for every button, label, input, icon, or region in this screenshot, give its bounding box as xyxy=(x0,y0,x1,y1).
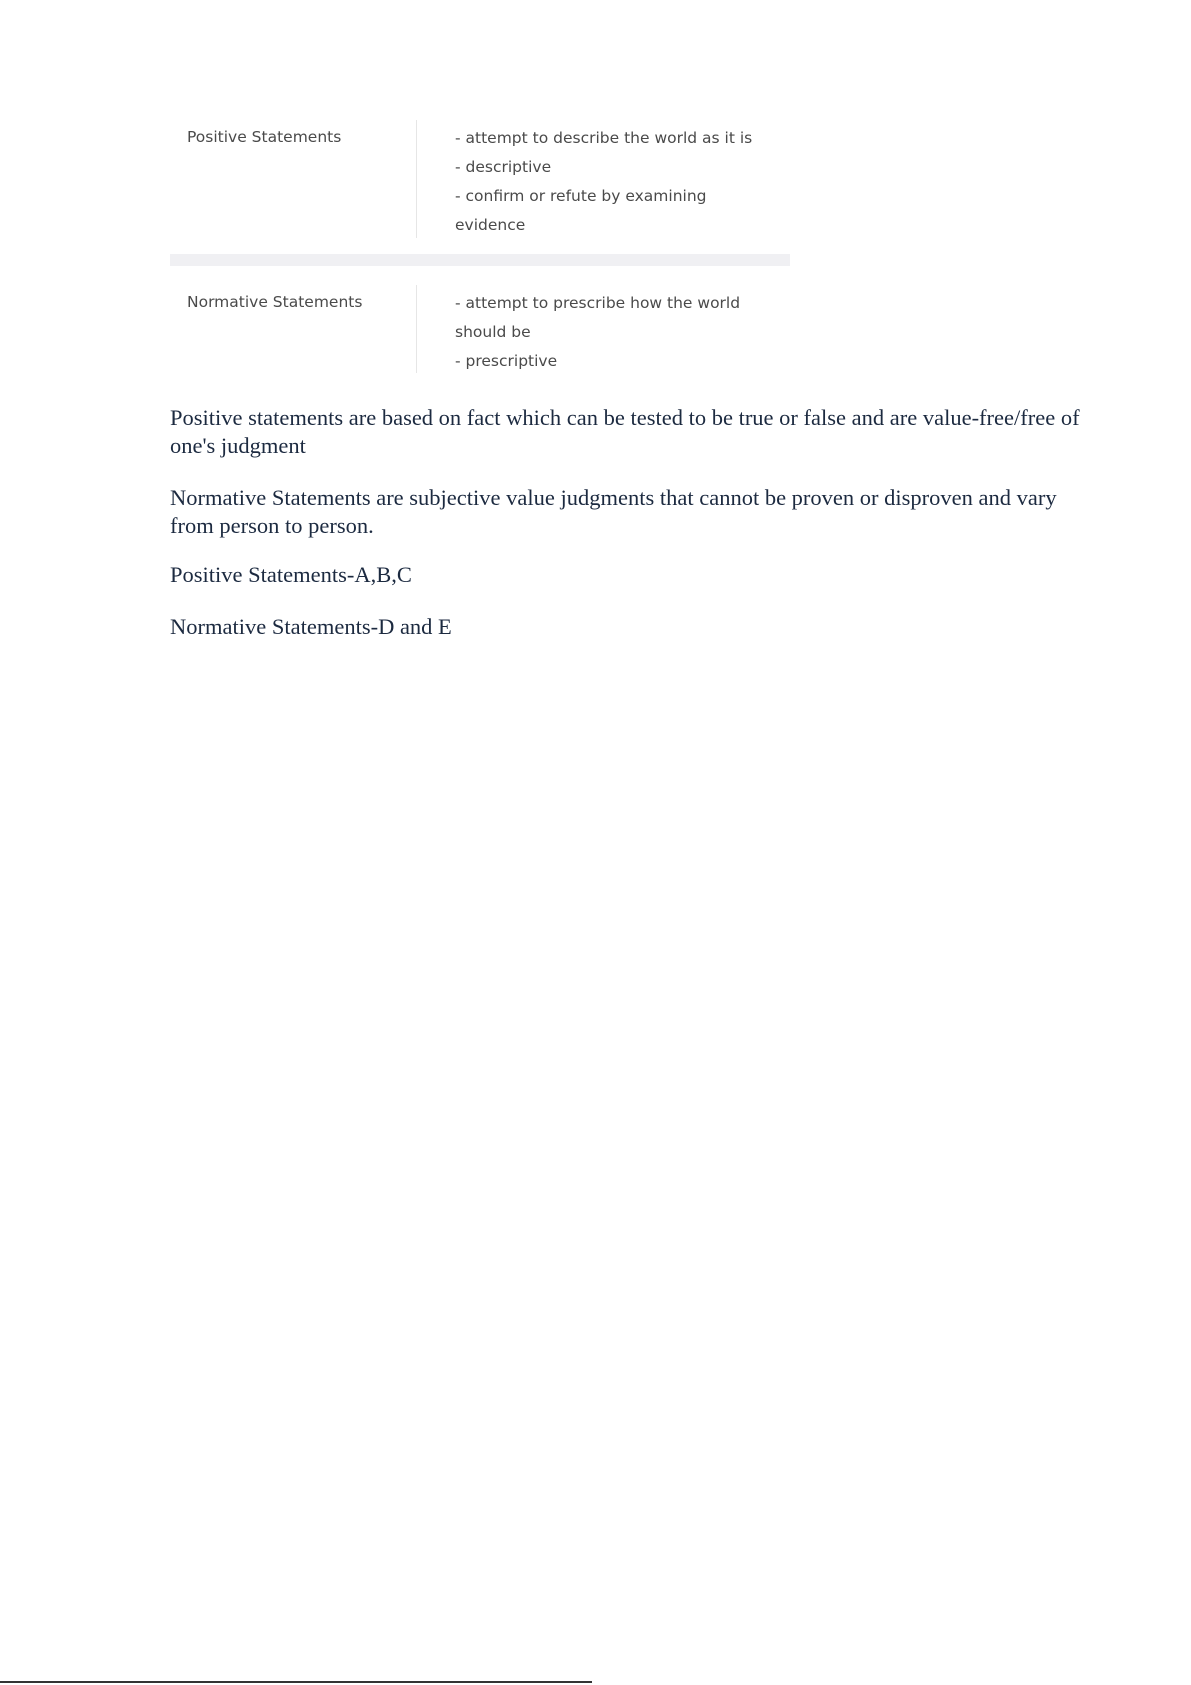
normative-explanation-paragraph: Normative Statements are subjective value judgments that cannot be proven or disproven and vary from person to person. xyxy=(170,485,1057,538)
normative-answer-line: Normative Statements-D and E xyxy=(170,614,452,639)
definition-line: - confirm or refute by examining xyxy=(455,187,707,205)
definition-line: evidence xyxy=(455,216,526,234)
definition-line: - prescriptive xyxy=(455,352,558,370)
normative-definitions xyxy=(455,289,775,376)
definition-line: - attempt to describe the world as it is xyxy=(455,129,753,147)
definition-line: should be xyxy=(455,323,531,341)
row-divider xyxy=(416,285,417,373)
positive-answer-line: Positive Statements-A,B,C xyxy=(170,562,412,587)
normative-statements-row xyxy=(170,285,790,373)
definition-line: - attempt to prescribe how the world xyxy=(455,294,741,312)
positive-statements-row xyxy=(170,120,790,238)
row-divider xyxy=(416,120,417,238)
normative-term: Normative Statements xyxy=(187,293,363,311)
footer-rule xyxy=(0,1681,592,1683)
definition-line: - descriptive xyxy=(455,158,552,176)
positive-explanation-paragraph: Positive statements are based on fact which can be tested to be true or false and are value-free/free of one's judgment xyxy=(170,405,1080,458)
positive-definitions xyxy=(455,124,775,240)
positive-term: Positive Statements xyxy=(187,128,342,146)
row-separator-band xyxy=(170,254,790,266)
